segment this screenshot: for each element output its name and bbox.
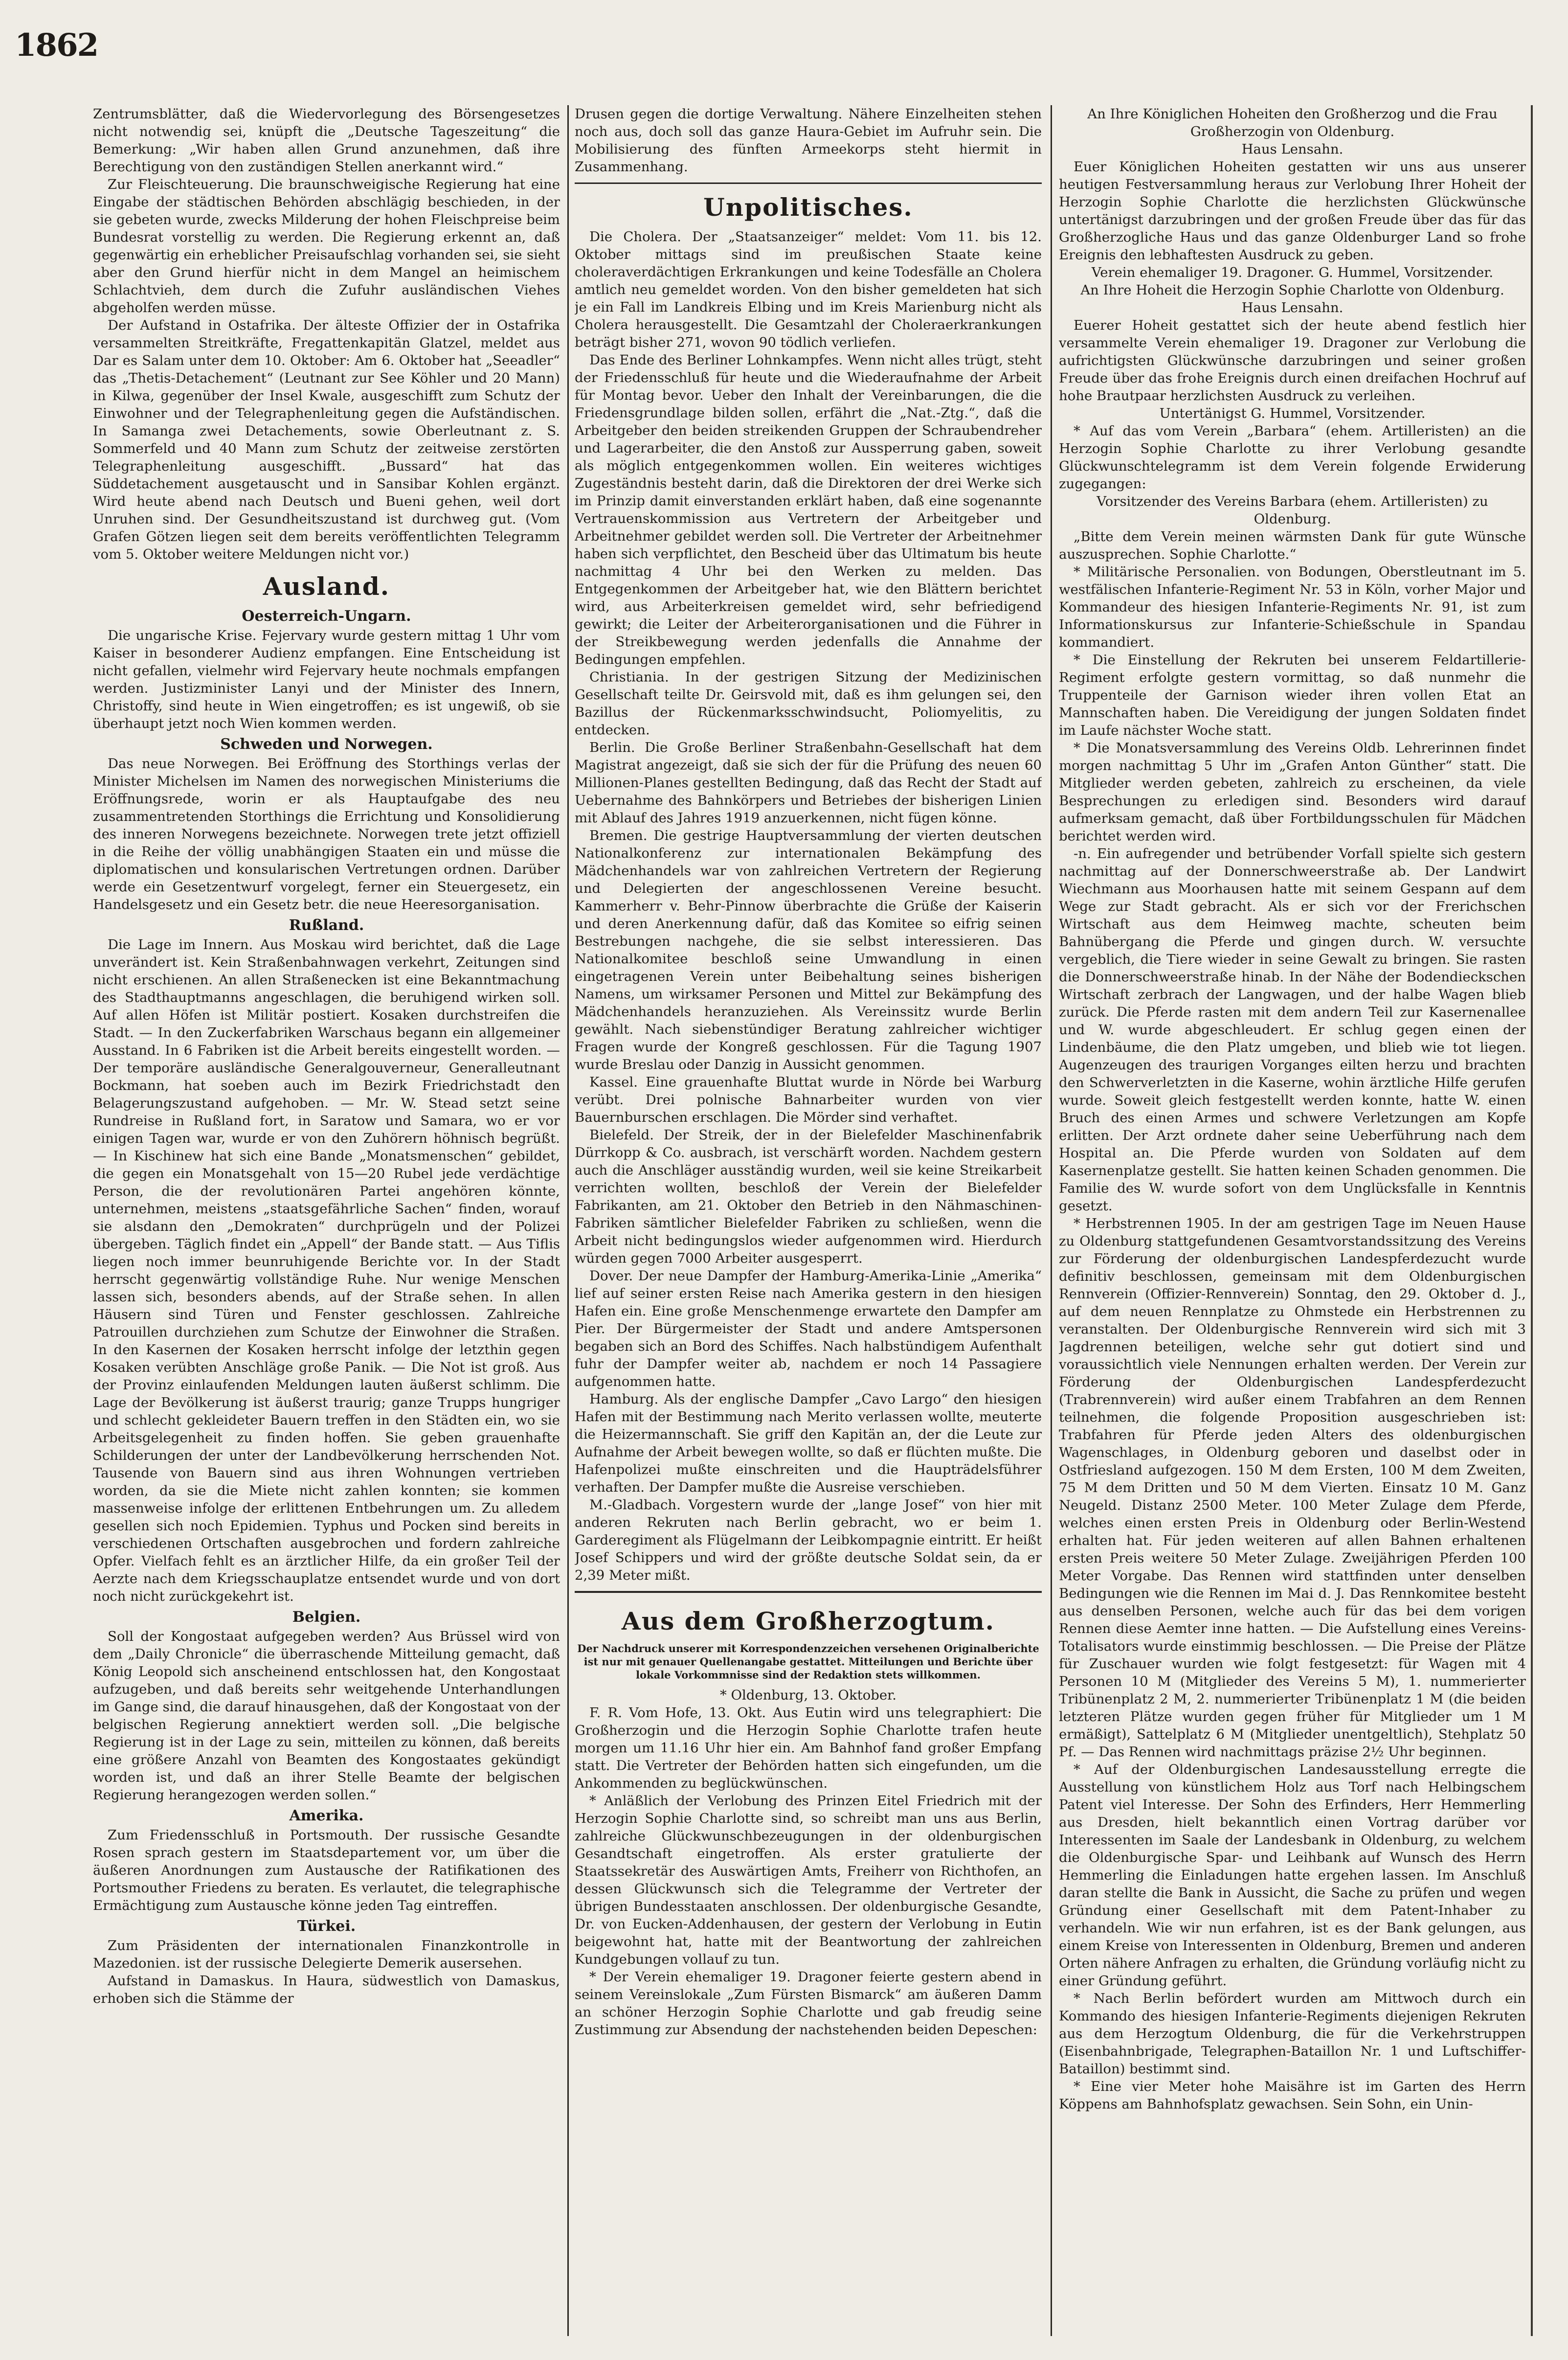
article-paragraph: Zum Friedensschluß in Portsmouth. Der russische Gesandte Rosen sprach gestern im Staatsdepartement vor, um über die äußeren Anordnungen zum Austausche der Ratifikationen des Portsmouther Friedens zu beraten. Es verlautet, die telegraphische Ermächtigung zum Austausche könne jeden Tag eintreffen. (93, 1827, 560, 1913)
subsection-heading: Rußland. (289, 917, 364, 934)
telegram-signature: Untertänigst G. Hummel, Vorsitzender. (1159, 406, 1426, 421)
column-1 (93, 105, 560, 2336)
telegram-location: Haus Lensahn. (1241, 141, 1344, 157)
article-paragraph: Die Lage im Innern. Aus Moskau wird berichtet, daß die Lage unverändert ist. Kein Straßenbahnwagen verkehrt, Zeitungen sind nicht erschienen. An allen Straßenecken ist eine Bekanntmachung des Stadthauptmanns angeschlagen, die beruhigend wirken soll. Auf allen Höfen ist Militär postiert. Kosaken durchstreifen die Stadt. — In den Zuckerfabriken Warschaus begann ein allgemeiner Ausstand. In 6 Fabriken ist die Arbeit bereits eingestellt worden. — Der temporäre ausländische Generalgouverneur, Generalleutnant Bockmann, hat soeben auch im Bezirk Friedrichstadt den Belagerungszustand aufgehoben. — Mr. W. Stead setzt seine Rundreise in Rußland fort, in Saratow und Samara, wo er vor einigen Tagen war, wurde er von den Zuhörern höhnisch begrüßt. — In Kischinew hat sich eine Bande „Monatsmenschen“ gebildet, die gegen ein Monatsgehalt von 15—20 Rubel jede verdächtige Person, die der revolutionären Partei angehören könnte, unternehmen, meistens „staatsgefährliche Sachen“ finden, worauf sie alsdann den „Demokraten“ durchprügeln und der Polizei übergeben. Täglich findet ein „Appell“ der Bande statt. — Aus Tiflis liegen noch immer beunruhigende Berichte vor. In der Stadt herrscht gegenwärtig vollständige Ruhe. Nur wenige Menschen lassen sich, besonders abends, auf der Straße sehen. In allen Häusern sind Türen und Fenster geschlossen. Zahlreiche Patrouillen durchziehen zum Schutze der Einwohner die Straßen. In den Kasernen der Kosaken herrscht infolge der letzthin gegen Kosaken verübten Anschläge große Panik. — Die Not ist groß. Aus der Provinz einlaufenden Meldungen lauten äußerst schlimm. Die Lage der Bevölkerung ist äußerst traurig; ganze Trupps hungriger und schlecht gekleideter Bauern treffen in den Städten ein, wo sie Arbeitsgelegenheit zu finden hoffen. Sie geben grauenhafte Schilderungen der unter der Landbevölkerung herrschenden Not. Tausende von Bauern sind aus ihren Wohnungen vertrieben worden, da sie die Miete nicht zahlen konnten; sie kommen massenweise infolge der erlittenen Entbehrungen um. Zu alledem gesellen sich noch Epidemien. Typhus und Pocken sind bereits in verschiedenen Ortschaften ausgebrochen und fordern zahlreiche Opfer. Vielfach fehlt es an ärztlicher Hilfe, da ein großer Teil der Aerzte nach dem Kriegsschauplatze entsendet wurde und von dort noch nicht zurückgekehrt ist. (93, 937, 560, 1604)
article-paragraph: Die Cholera. Der „Staatsanzeiger“ meldet: Vom 11. bis 12. Oktober mittags sind im preußischen Staate keine choleraverdächtigen Erkrankungen und keine Todesfälle an Cholera amtlich neu gemeldet worden. Von den bisher gemeldeten hat sich je ein Fall im Landkreis Elbing und im Kreis Marienburg nicht als Cholera herausgestellt. Die Gesamtzahl der Choleraerkrankungen beträgt bisher 271, wovon 90 tödlich verliefen. (575, 229, 1042, 350)
column-rule (567, 105, 569, 2336)
article-paragraph: * Die Einstellung der Rekruten bei unserem Feldartillerie-Regiment erfolgte gestern vormittag, so daß nunmehr die Truppenteile der Garnison wieder ihren vollen Etat an Mannschaften haben. Die Vereidigung der jungen Soldaten findet im Laufe nächster Woche statt. (1059, 652, 1526, 738)
article-paragraph: * Nach Berlin befördert wurden am Mittwoch durch ein Kommando des hiesigen Infanterie-Regiments diejenigen Rekruten aus dem Herzogtum Oldenburg, die für die Verkehrstruppen (Eisenbahnbrigade, Telegraphen-Bataillon Nr. 1 und Luftschiffer-Bataillon) bestimmt sind. (1059, 1991, 1526, 2077)
telegram-location: Haus Lensahn. (1241, 300, 1344, 316)
dateline: * Oldenburg, 13. Oktober. (719, 1687, 896, 1703)
article-paragraph: Euer Königlichen Hoheiten gestatten wir uns aus unserer heutigen Festversammlung heraus zur Verlobung Ihrer Hoheit der Herzogin Sophie Charlotte die herzlichsten Glückwünsche untertänigst darzubringen und der großen Freude über das für das Großherzogliche Haus und das ganze Oldenburger Land so frohe Ereignis den lebhaftesten Ausdruck zu geben. (1059, 159, 1526, 263)
article-paragraph: „Bitte dem Verein meinen wärmsten Dank für gute Wünsche auszusprechen. Sophie Charlotte.“ (1059, 529, 1526, 562)
reprint-notice: Der Nachdruck unserer mit Korrespondenzzeichen versehenen Originalberichte ist nur mit genauer Quellenangabe gestattet. Mitteilungen und Berichte über lokale Vorkommnisse sind der Redaktion stets willkommen. (577, 1642, 1039, 1681)
article-paragraph: * Die Monatsversammlung des Vereins Oldb. Lehrerinnen findet morgen nachmittag 5 Uhr im „Grafen Anton Günther“ statt. Die Mitglieder werden gebeten, zahlreich zu erscheinen, da viele Besprechungen zu erledigen sind. Besonders wird darauf aufmerksam gemacht, daß über Fortbildungsschulen für Mädchen berichtet werden wird. (1059, 740, 1526, 844)
article-paragraph: M.-Gladbach. Vorgestern wurde der „lange Josef“ von hier mit anderen Rekruten nach Berlin gebracht, wo er beim 1. Garderegiment als Flügelmann der Leibkompagnie eintritt. Er heißt Josef Schippers und wird der größte deutsche Soldat sein, da er 2,39 Meter mißt. (575, 1497, 1042, 1583)
subsection-heading: Belgien. (292, 1609, 361, 1626)
article-paragraph: Das neue Norwegen. Bei Eröffnung des Storthings verlas der Minister Michelsen im Namen des norwegischen Ministeriums die Eröffnungsrede, worin er als Hauptaufgabe des neu zusammentretenden Storthings die Errichtung und Konsolidierung des inneren Norwegens bezeichnete. Norwegen trete jetzt offiziell in die Reihe der völlig unabhängigen Staaten ein und müsse die diplomatischen und konsularischen Vertretungen ordnen. Darüber werde ein Gesetzentwurf vorgelegt, ferner ein Steuergesetz, ein Handelsgesetz und ein Gesetz betr. die neue Heeresorganisation. (93, 756, 560, 912)
subsection-heading: Oesterreich-Ungarn. (242, 608, 411, 625)
page-edge-rule (1531, 105, 1533, 2336)
telegram-address: An Ihre Königlichen Hoheiten den Großherzog und die Frau Großherzogin von Oldenburg. (1087, 106, 1498, 139)
subsection-heading: Amerika. (289, 1807, 364, 1824)
article-paragraph: Bielefeld. Der Streik, der in der Bielefelder Maschinenfabrik Dürrkopp & Co. ausbrach, ist verschärft worden. Nachdem gestern auch die Anschläger ausständig wurden, weil sie keine Streikarbeit verrichten wollten, beschloß der Verein der Bielefelder Fabrikanten, am 21. Oktober den Betrieb in den Nähmaschinen-Fabriken sämtlicher Bielefelder Fabriken zu schließen, wenn die Arbeit nicht bedingungslos wieder aufgenommen wird. Hierdurch würden gegen 7000 Arbeiter ausgesperrt. (575, 1127, 1042, 1266)
article-paragraph: * Der Verein ehemaliger 19. Dragoner feierte gestern abend in seinem Vereinslokale „Zum Fürsten Bismarck“ am äußeren Damm an schöner Herzogin Sophie Charlotte und gab freudig seine Zustimmung zur Absendung der nachstehenden beiden Depeschen: (575, 1969, 1042, 2038)
article-paragraph: Christiania. In der gestrigen Sitzung der Medizinischen Gesellschaft teilte Dr. Geirsvold mit, daß es ihm gelungen sei, den Bazillus der Rückenmarksschwindsucht, Poliomyelitis, zu entdecken. (575, 669, 1042, 738)
article-paragraph: Drusen gegen die dortige Verwaltung. Nähere Einzelheiten stehen noch aus, doch soll das ganze Haura-Gebiet im Aufruhr sein. Die Mobilisierung des fünften Armeekorps steht hiermit in Zusammenhang. (575, 106, 1042, 175)
column-2 (575, 105, 1042, 2336)
telegram-address: An Ihre Hoheit die Herzogin Sophie Charlotte von Oldenburg. (1080, 282, 1504, 298)
article-paragraph: * Herbstrennen 1905. In der am gestrigen Tage im Neuen Hause zu Oldenburg stattgefundenen Gesamtvorstandssitzung des Vereins zur Förderung der oldenburgischen Landespferdezucht wurde definitiv beschlossen, gemeinsam mit dem Oldenburgischen Rennverein (Offizier-Rennverein) Sonntag, den 29. Oktober d. J., auf dem neuen Rennplatze zu Ohmstede ein Herbstrennen zu veranstalten. Der Oldenburgische Rennverein wird sich mit 3 Jagdrennen beteiligen, welche sehr gut dotiert sind und voraussichtlich viele Nennungen erhalten werden. Der Verein zur Förderung der Oldenburgischen Landespferdezucht (Trabrennverein) wird außer einem Trabfahren an dem Rennen teilnehmen, die folgende Proposition ausgeschrieben ist: Trabfahren für Pferde jeden Alters des oldenburgischen Wagenschlages, in Oldenburg geboren und daselbst oder in Ostfriesland aufgezogen. 150 M dem Ersten, 100 M dem Zweiten, 75 M dem Dritten und 50 M dem Vierten. Einsatz 10 M. Ganz Neugeld. Distanz 2500 Meter. 100 Meter Zulage dem Pferde, welches einen ersten Preis in Oldenburg oder Berlin-Westend erhalten hat. Für jeden weiteren auf allen Bahnen erhaltenen ersten Preis weitere 50 Meter Zulage. Zweijährigen Pferden 100 Meter Vorgabe. Das Rennen wird stattfinden unter denselben Bedingungen wie die Rennen im Mai d. J. Das Rennkomitee besteht aus denselben Personen, welche auch für das bei dem vorigen Rennen diese Aemter inne hatten. — Die Aufstellung eines Vereins-Totalisators wurde einstimmig beschlossen. — Die Preise der Plätze für Zuschauer wurden wie folgt festgesetzt: für Wagen mit 4 Personen 10 M (Mitglieder des Vereins 5 M), 1. nummerierter Tribünenplatz 2 M, 2. nummerierter Tribünenplatz 1 M (die beiden letzteren Plätze wurden gegen früher für Mitglieder um 1 M ermäßigt), Sattelplatz 6 M (Mitglieder unentgeltlich), Stehplatz 50 Pf. — Das Rennen wird nachmittags präzise 2½ Uhr beginnen. (1059, 1216, 1526, 1760)
article-paragraph: Hamburg. Als der englische Dampfer „Cavo Largo“ den hiesigen Hafen mit der Bestimmung nach Merito verlassen wollte, meuterte die Heizermannschaft. Sie griff den Kapitän an, der die Leute zur Aufnahme der Arbeit bewegen wollte, so daß er flüchten mußte. Die Hafenpolizei mußte einschreiten und die Haupträdelsführer verhaften. Der Dampfer mußte die Ausreise verschieben. (575, 1391, 1042, 1495)
telegram-signature: Verein ehemaliger 19. Dragoner. G. Hummel, Vorsitzender. (1091, 265, 1494, 280)
article-paragraph: * Eine vier Meter hohe Maisähre ist im Garten des Herrn Köppens am Bahnhofsplatz gewachsen. Sein Sohn, ein Unin- (1059, 2079, 1526, 2112)
section-divider (575, 182, 1042, 184)
article-paragraph: Aufstand in Damaskus. In Haura, südwestlich von Damaskus, erhoben sich die Stämme der (93, 1973, 560, 2006)
article-paragraph: -n. Ein aufregender und betrübender Vorfall spielte sich gestern nachmittag auf der Donnerschweerstraße ab. Der Landwirt Wiechmann aus Moorhausen hatte mit seinem Gespann auf dem Wege zur Stadt gebracht. Als er sich vor der Frerichschen Wirtschaft aus dem Heimweg machte, scheuten beim Bahnübergang die Pferde und gingen durch. W. versuchte vergeblich, die Tiere wieder in seine Gewalt zu bringen. Sie rasten die Donnerschweerstraße hinab. In der Nähe der Bodendieckschen Wirtschaft zerbrach der Langwagen, und der halbe Wagen blieb zurück. Die Pferde rasten mit dem andern Teil zur Kasernenallee und W. wurde abgeschleudert. Er schlug gegen einen der Lindenbäume, die den Platz umgeben, und blieb wie tot liegen. Augenzeugen des traurigen Vorganges eilten herzu und brachten den Schwerverletzten in die Kaserne, wohin ärztliche Hilfe gerufen wurde. Soweit gleich festgestellt werden konnte, hatte W. einen Bruch des einen Armes und schwere Verletzungen am Kopfe erlitten. Der Arzt ordnete daher seine Ueberführung nach dem Hospital an. Die Pferde wurden von Soldaten auf dem Kasernenplatze gestellt. Sie hatten keinen Schaden genommen. Die Familie des W. wurde sofort von dem Unglücksfalle in Kenntnis gesetzt. (1059, 846, 1526, 1214)
subsection-heading: Schweden und Norwegen. (220, 736, 433, 753)
telegram-address: Vorsitzender des Vereins Barbara (ehem. Artilleristen) zu Oldenburg. (1097, 494, 1488, 527)
column-3 (1059, 105, 1526, 2336)
column-rule (1051, 105, 1052, 2336)
article-paragraph: Zentrumsblätter, daß die Wiedervorlegung des Börsengesetzes nicht notwendig sei, knüpft die „Deutsche Tageszeitung“ die Bemerkung: „Wir haben allen Grund anzunehmen, daß ihre Berechtigung von den zuständigen Stellen anerkannt wird.“ (93, 106, 560, 175)
section-heading: Aus dem Großherzogtum. (621, 1607, 995, 1635)
article-paragraph: Berlin. Die Große Berliner Straßenbahn-Gesellschaft hat dem Magistrat angezeigt, daß sie sich der für die Prüfung des neuen 60 Millionen-Planes gestellten Bedingung, daß das Recht der Stadt auf Uebernahme des Bahnkörpers und Betriebes der bisherigen Linien mit Ablauf des Jahres 1919 anzuerkennen, nicht fügen könne. (575, 740, 1042, 826)
article-paragraph: Soll der Kongostaat aufgegeben werden? Aus Brüssel wird von dem „Daily Chronicle“ die überraschende Mitteilung gemacht, daß König Leopold sich anscheinend entschlossen hat, den Kongostaat aufzugeben, und daß bereits sehr weitgehende Unterhandlungen im Gange sind, die darauf hinausgehen, daß der Kongostaat von der belgischen Regierung annektiert werden soll. „Die belgische Regierung ist in der Lage zu sein, mitteilen zu können, daß bereits eine größere Anzahl von Beamten des Kongostaates gekündigt worden ist, und daß an ihrer Stelle Beamte der belgischen Regierung herangezogen werden sollen.“ (93, 1629, 560, 1803)
article-paragraph: Dover. Der neue Dampfer der Hamburg-Amerika-Linie „Amerika“ lief auf seiner ersten Reise nach Amerika gestern in den hiesigen Hafen ein. Eine große Menschenmenge erwartete den Dampfer am Pier. Der Bürgermeister der Stadt und andere Amtspersonen begaben sich an Bord des Schiffes. Nach halbstündigem Aufenthalt fuhr der Dampfer weiter ab, nachdem er noch 14 Passagiere aufgenommen hatte. (575, 1268, 1042, 1389)
section-heading: Ausland. (263, 572, 390, 601)
article-paragraph: Zum Präsidenten der internationalen Finanzkontrolle in Mazedonien. ist der russische Delegierte Demerik ausersehen. (93, 1938, 560, 1971)
article-paragraph: F. R. Vom Hofe, 13. Okt. Aus Eutin wird uns telegraphiert: Die Großherzogin und die Herzogin Sophie Charlotte trafen heute morgen um 11.16 Uhr hier ein. Am Bahnhof fand großer Empfang statt. Die Vertreter der Behörden hatten sich eingefunden, um die Ankommenden zu beglückwünschen. (575, 1705, 1042, 1791)
section-heading: Unpolitisches. (703, 193, 913, 222)
section-block (575, 1591, 1042, 2039)
article-paragraph: Der Aufstand in Ostafrika. Der älteste Offizier der in Ostafrika versammelten Streitkräfte, Fregattenkapitän Glatzel, meldet aus Dar es Salam unter dem 10. Oktober: Am 6. Oktober hat „Seeadler“ das „Thetis-Detachement“ (Leutnant zur See Köhler und 20 Mann) in Kilwa, gegenüber der Insel Kwale, ausgeschifft zum Schutz der Einwohner und der Telegraphenleitung gegen die Aufständischen. In Samanga zwei Detachements, sowie Oberleutnant z. S. Sommerfeld und 40 Mann zum Schutz der zeitweise zerstörten Telegraphenleitung ausgeschifft. „Bussard“ hat das Süddetachement ausgetauscht und in Sansibar Kohlen ergänzt. Wird heute abend nach Deutsch und Bueni gehen, weil dort Unruhen sind. Der Gesundheitszustand ist durchweg gut. (Vom Grafen Götzen liegen seit dem bereits veröffentlichten Telegramm vom 5. Oktober weitere Meldungen nicht vor.) (93, 318, 560, 562)
article-paragraph: * Militärische Personalien. von Bodungen, Oberstleutnant im 5. westfälischen Infanterie-Regiment Nr. 53 in Köln, vorher Major und Kommandeur des hiesigen Infanterie-Regiments Nr. 91, ist zum Informationskursus zur Infanterie-Schießschule in Spandau kommandiert. (1059, 564, 1526, 650)
article-paragraph: Kassel. Eine grauenhafte Bluttat wurde in Nörde bei Warburg verübt. Drei polnische Bahnarbeiter wurden von vier Bauernburschen erschlagen. Die Mörder sind verhaftet. (575, 1074, 1042, 1125)
page-number: 1862 (15, 27, 98, 64)
subsection-heading: Türkei. (297, 1918, 356, 1935)
article-paragraph: Zur Fleischteuerung. Die braunschweigische Regierung hat eine Eingabe der städtischen Behörden abschlägig beschieden, in der sie gebeten wurde, zwecks Milderung der hohen Fleischpreise beim Bundesrat vorstellig zu werden. Die Regierung erkennt an, daß gegenwärtig ein erheblicher Preisaufschlag vorhanden sei, sie sieht aber den Grund hierfür nicht in dem Mangel an heimischem Schlachtvieh, dem durch die Zufuhr ausländischen Viehes abgeholfen werden müsse. (93, 177, 560, 316)
article-paragraph: * Auf das vom Verein „Barbara“ (ehem. Artilleristen) an die Herzogin Sophie Charlotte zu ihrer Verlobung gesandte Glückwunschtelegramm ist dem Verein folgende Erwiderung zugegangen: (1059, 423, 1526, 492)
article-paragraph: Die ungarische Krise. Fejervary wurde gestern mittag 1 Uhr vom Kaiser in besonderer Audienz empfangen. Eine Entscheidung ist nicht gefallen, vielmehr wird Fejervary heute nochmals empfangen werden. Justizminister Lanyi und der Minister des Innern, Christoffy, sind heute in Wien eingetroffen; es ist ungewiß, ob sie überhaupt jetzt noch Wien kommen werden. (93, 628, 560, 731)
article-paragraph: * Auf der Oldenburgischen Landesausstellung erregte die Ausstellung von künstlichem Holz aus Torf nach Helbingschem Patent viel Interesse. Der Sohn des Erfinders, Herr Hemmerling aus Dresden, hielt bekanntlich einen Vortrag darüber vor Interessenten im Saale der Landesbank in Oldenburg, zu welchem die Oldenburgische Spar- und Leihbank auf Wunsch des Herrn Hemmerling die Einladungen hatte ergehen lassen. Im Anschluß daran stellte die Bank in Aussicht, die Sache zu prüfen und wegen Gründung einer Gesellschaft mit dem Patent-Inhaber zu verhandeln. Wie wir nun erfahren, ist es der Bank gelungen, aus einem Kreise von Interessenten in Oldenburg, Bremen und anderen Orten nähere Anfragen zu erhalten, die Gründung vorläufig nicht zu einer Gründung geführt. (1059, 1762, 1526, 1989)
article-paragraph: Das Ende des Berliner Lohnkampfes. Wenn nicht alles trügt, steht der Friedensschluß für heute und die Wiederaufnahme der Arbeit für Montag bevor. Ueber den Inhalt der Vereinbarungen, die die Friedensgrundlage bilden sollen, erfährt die „Nat.-Ztg.“, daß die Arbeitgeber den beiden streikenden Gruppen der Schraubendreher und Lagerarbeiter, die den Anstoß zur Aussperrung gaben, soweit als möglich entgegenkommen wollen. Ein weiteres wichtiges Zugeständnis besteht darin, daß die Direktoren der drei Werke sich im Prinzip damit einverstanden erklärt haben, daß eine sogenannte Vertrauenskommission aus Vertretern der Arbeitgeber und Arbeitnehmer gebildet werden soll. Die Vertreter der Arbeitnehmer haben sich verpflichtet, den Bescheid über das Ultimatum bis heute nachmittag 4 Uhr bei den Werken zu melden. Das Entgegenkommen der Arbeitgeber hat, wie den Blättern berichtet wird, aus Arbeiterkreisen gemeldet wird, sehr befriedigend gewirkt; die Leiter der Arbeiterorganisationen und die Führer in der Streikbewegung werden jedenfalls die Annahme der Bedingungen empfehlen. (575, 352, 1042, 667)
article-paragraph: Euerer Hoheit gestattet sich der heute abend festlich hier versammelte Verein ehemaliger 19. Dragoner zur Verlobung die aufrichtigsten Glückwünsche darzubringen und seiner großen Freude über das frohe Ereignis durch einen dreifachen Hochruf auf hohe Brautpaar herzlichsten Ausdruck zu verleihen. (1059, 318, 1526, 404)
article-paragraph: Bremen. Die gestrige Hauptversammlung der vierten deutschen Nationalkonferenz zur internationalen Bekämpfung des Mädchenhandels war von zahlreichen Vertretern der Regierung und Delegierten der angeschlossenen Vereine besucht. Kammerherr v. Behr-Pinnow überbrachte die Grüße der Kaiserin und deren Anerkennung dafür, daß das Komitee so eifrig seinen Bestrebungen nachgehe, die sie selbst interessieren. Das Nationalkomitee beschloß seine Umwandlung in einen eingetragenen Verein unter Beibehaltung seines bisherigen Namens, um wirksamer Personen und Mittel zur Bekämpfung des Mädchenhandels heranzuziehen. Als Vereinssitz wurde Berlin gewählt. Nach siebenstündiger Beratung zahlreicher wichtiger Fragen wurde der Kongreß geschlossen. Für die Tagung 1907 wurde Breslau oder Danzig in Aussicht genommen. (575, 828, 1042, 1072)
article-paragraph: * Anläßlich der Verlobung des Prinzen Eitel Friedrich mit der Herzogin Sophie Charlotte sind, so schreibt man uns aus Berlin, zahlreiche Glückwunschbezeugungen in der oldenburgischen Gesandtschaft eingetroffen. Als erster gratulierte der Staatssekretär des Auswärtigen Amts, Freiherr von Richthofen, an dessen Glückwunsch sich die Telegramme der Vertreter der übrigen Bundesstaaten anschlossen. Der oldenburgische Gesandte, Dr. von Eucken-Addenhausen, der gestern der Verlobung in Eutin beigewohnt hat, hatte mit der Beantwortung der zahlreichen Kundgebungen vollauf zu tun. (575, 1793, 1042, 1967)
